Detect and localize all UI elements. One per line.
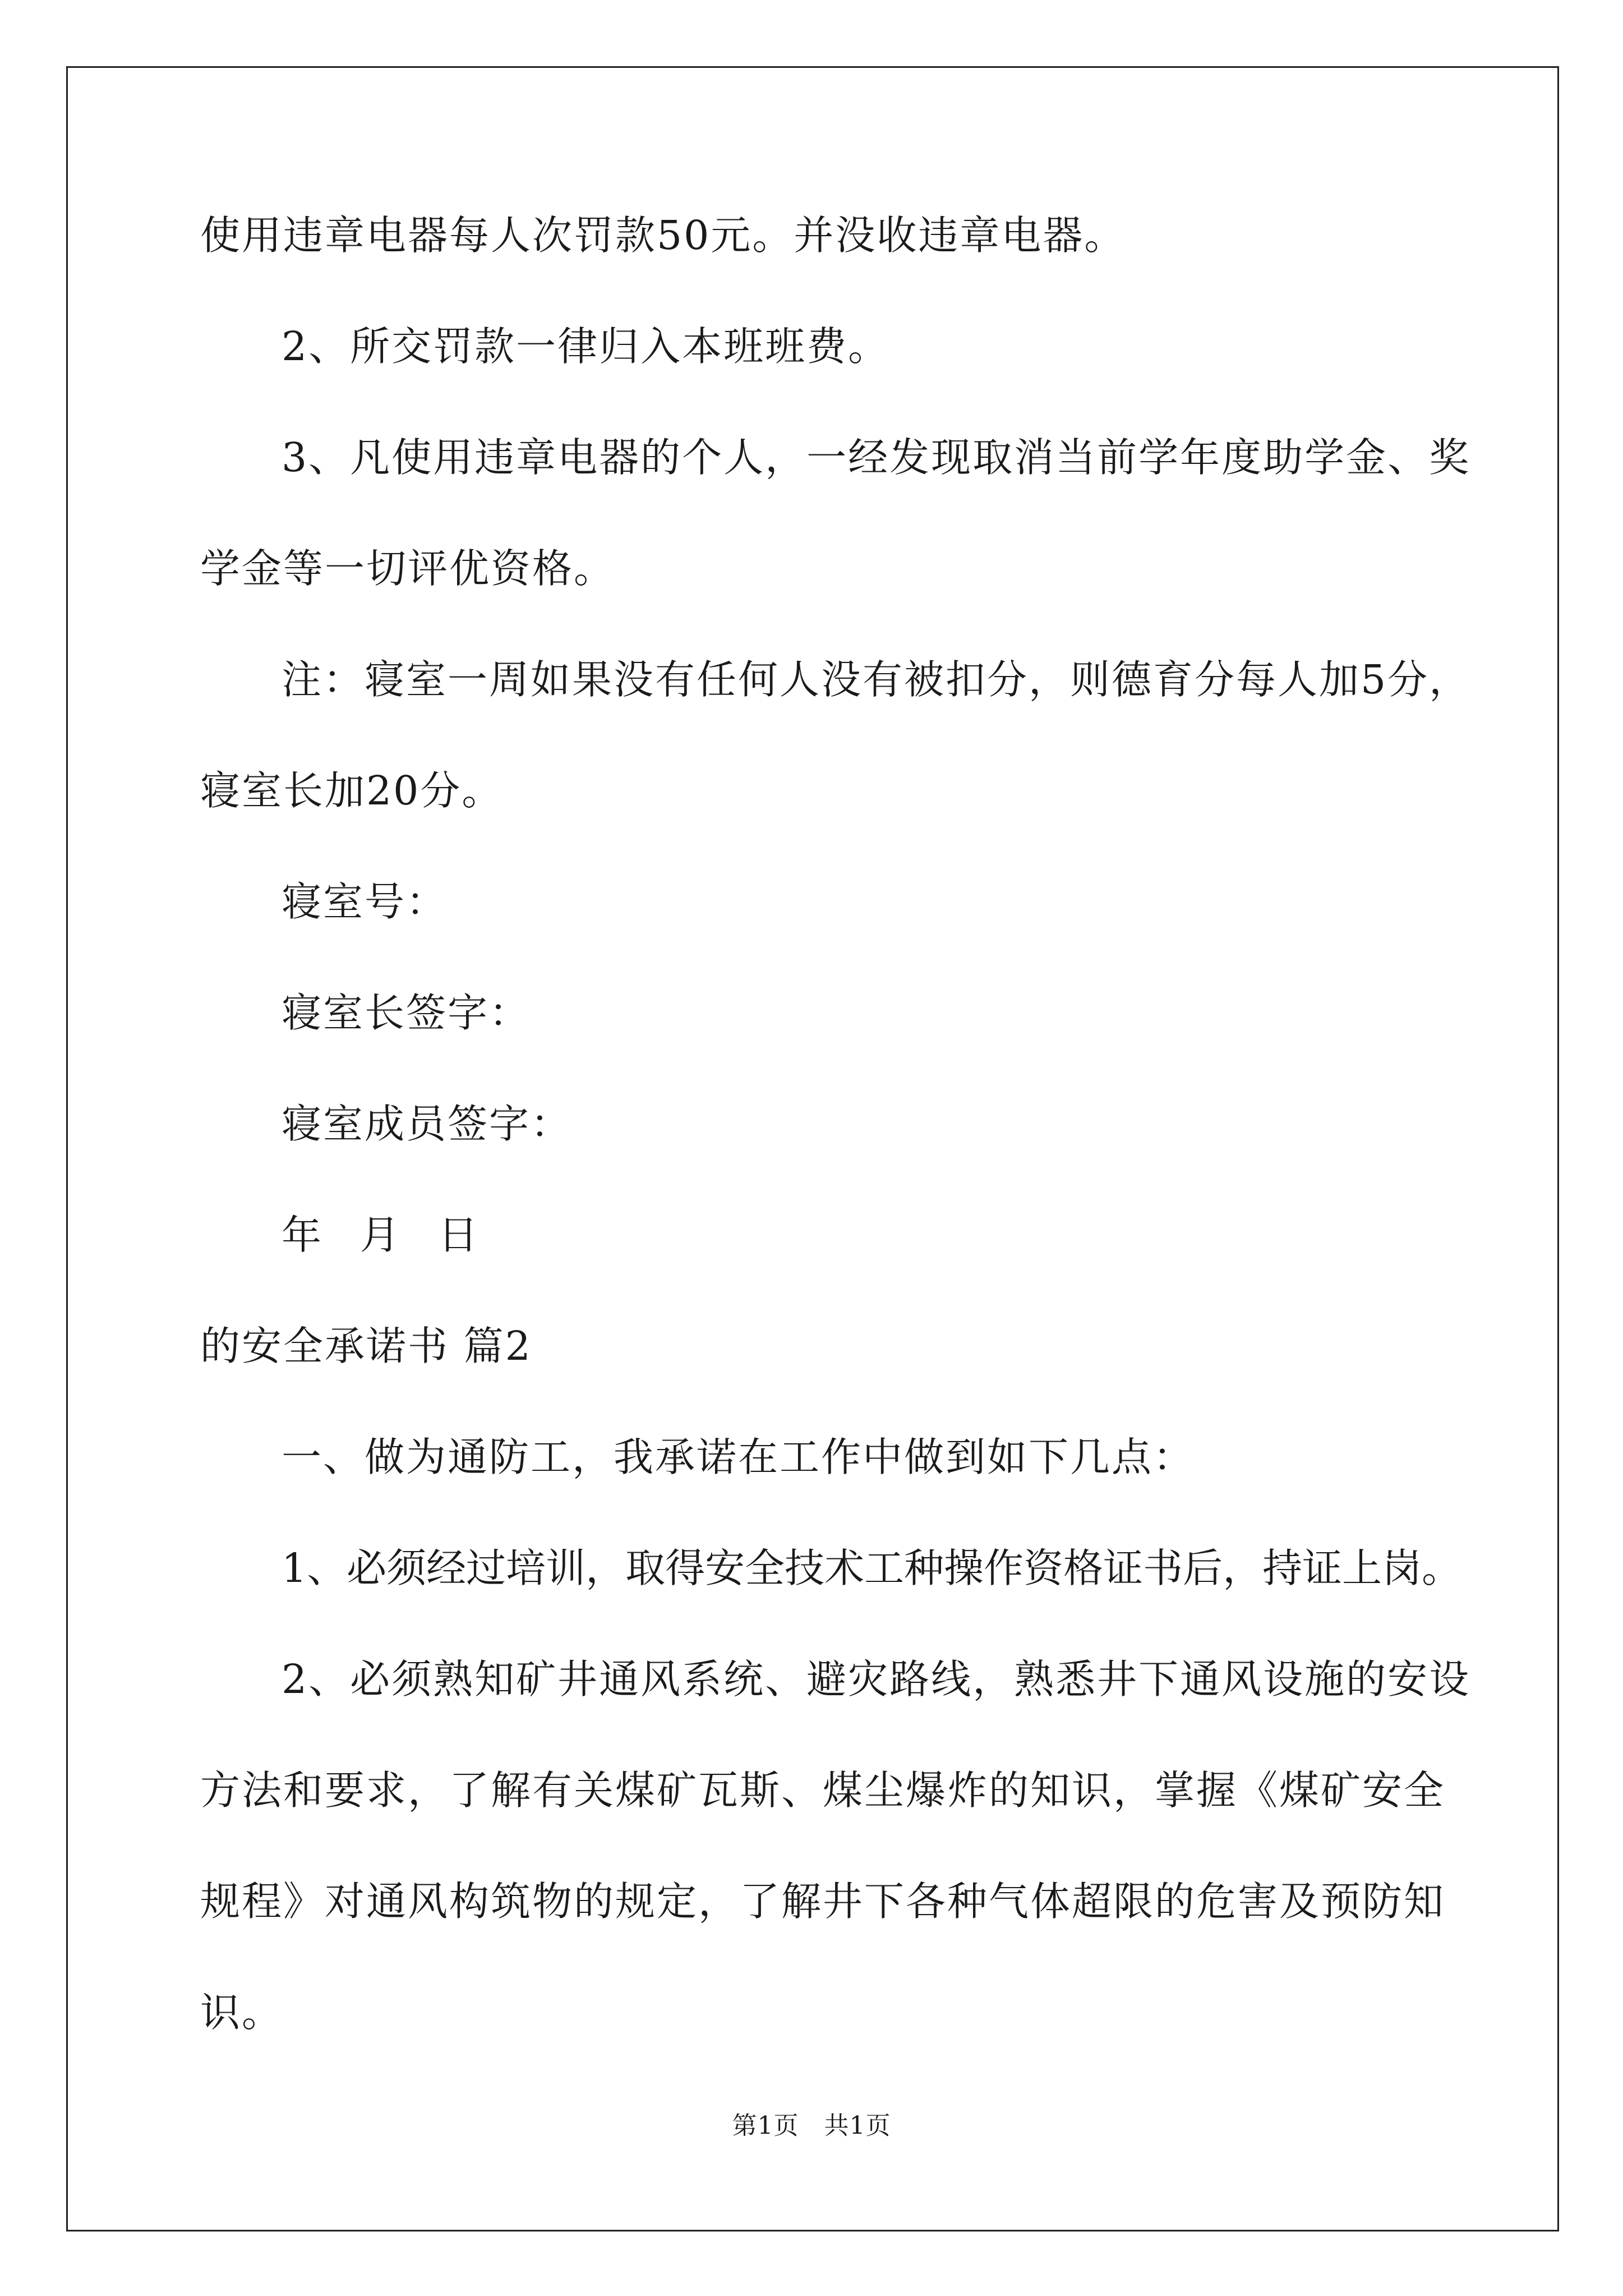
paragraph-line-6: 寝室长加20分。 [200, 767, 504, 814]
paragraph-line-5: 注：寝室一周如果没有任何人没有被扣分，则德育分每人加5分， [282, 656, 1471, 703]
paragraph-line-12: 一、做为通防工，我承诺在工作中做到如下几点： [282, 1434, 1195, 1480]
paragraph-line-14: 2、必须熟知矿井通风系统、避灾路线，熟悉井下通风设施的安设 [282, 1656, 1471, 1703]
paragraph-line-3: 3、凡使用违章电器的个人，一经发现取消当前学年度助学金、奖 [282, 434, 1471, 481]
section-heading: 的安全承诺书 篇2 [200, 1323, 532, 1369]
paragraph-line-16: 规程》对通风构筑物的规定，了解井下各种气体超限的危害及预防知 [200, 1878, 1446, 1925]
dorm-head-signature-label: 寝室长签字： [282, 990, 531, 1036]
paragraph-line-4: 学金等一切评优资格。 [200, 545, 616, 592]
dorm-number-label: 寝室号： [282, 878, 448, 925]
paragraph-line-13: 1、必须经过培训，取得安全技术工种操作资格证书后，持证上岗。 [282, 1545, 1462, 1591]
page-number-current: 第1页 [732, 2111, 799, 2140]
paragraph-line-15: 方法和要求，了解有关煤矿瓦斯、煤尘爆炸的知识，掌握《煤矿安全 [200, 1767, 1446, 1814]
dorm-member-signature-label: 寝室成员签字： [282, 1101, 573, 1147]
paragraph-line-1: 使用违章电器每人次罚款50元。并没收违章电器。 [200, 212, 1126, 259]
page-footer [0, 2112, 1623, 2140]
paragraph-line-17: 识。 [200, 1989, 284, 2036]
paragraph-line-2: 2、所交罚款一律归入本班班费。 [282, 323, 890, 370]
page-number-total: 共1页 [824, 2111, 891, 2140]
date-line: 年 月 日 [282, 1212, 480, 1258]
